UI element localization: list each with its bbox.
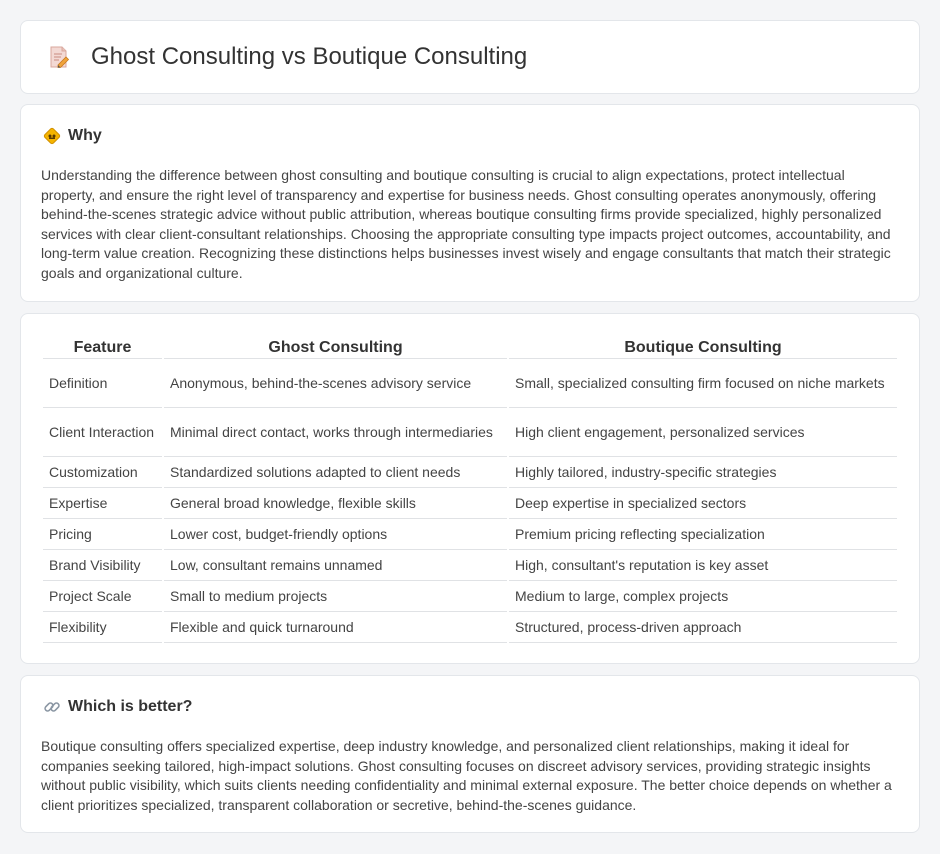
feature-cell: Expertise	[43, 488, 162, 519]
better-paragraph: Boutique consulting offers specialized expertise, deep industry knowledge, and personalized client relationships, making it ideal for companies seeking tailored, high-impact solutions. Ghost consulting focuses on discreet advisory services, providing strategic insights without public visibility, which suits clients needing confidentiality and minimal external exposure. The better choice depends on whether a client prioritizes specialized, transparent collaboration or secretive, behind-the-scenes guidance.	[41, 738, 892, 813]
why-section	[20, 104, 920, 302]
table-row	[43, 612, 897, 643]
header-feature: Feature	[43, 337, 162, 359]
table-header-row	[43, 337, 897, 359]
document-pencil-icon	[47, 45, 71, 69]
boutique-cell: Premium pricing reflecting specialization	[509, 519, 897, 550]
ghost-cell: Small to medium projects	[164, 581, 507, 612]
comparison-section	[20, 313, 920, 664]
boutique-cell: High, consultant's reputation is key asset	[509, 550, 897, 581]
table-row	[43, 457, 897, 488]
table-row	[43, 581, 897, 612]
better-title: Which is better?	[68, 698, 193, 715]
feature-cell: Project Scale	[43, 581, 162, 612]
why-heading	[43, 127, 102, 145]
feature-cell: Pricing	[43, 519, 162, 550]
ghost-cell: General broad knowledge, flexible skills	[164, 488, 507, 519]
boutique-cell: Medium to large, complex projects	[509, 581, 897, 612]
comparison-table	[41, 337, 899, 643]
ghost-cell: Lower cost, budget-friendly options	[164, 519, 507, 550]
feature-cell: Brand Visibility	[43, 550, 162, 581]
table-row	[43, 519, 897, 550]
header-boutique: Boutique Consulting	[509, 337, 897, 359]
header-ghost: Ghost Consulting	[164, 337, 507, 359]
which-better-section	[20, 675, 920, 833]
ghost-cell: Standardized solutions adapted to client needs	[164, 457, 507, 488]
link-icon	[43, 698, 61, 716]
feature-cell: Client Interaction	[43, 408, 162, 457]
table-row	[43, 488, 897, 519]
better-heading	[43, 698, 192, 716]
boutique-cell: Deep expertise in specialized sectors	[509, 488, 897, 519]
feature-cell: Definition	[43, 359, 162, 408]
table-row	[43, 408, 897, 457]
table-row	[43, 359, 897, 408]
boutique-cell: High client engagement, personalized services	[509, 408, 897, 457]
table-row	[43, 550, 897, 581]
diamond-sign-icon	[43, 127, 61, 145]
ghost-cell: Flexible and quick turnaround	[164, 612, 507, 643]
header-card	[20, 20, 920, 94]
boutique-cell: Small, specialized consulting firm focused on niche markets	[509, 359, 897, 408]
ghost-cell: Anonymous, behind-the-scenes advisory service	[164, 359, 507, 408]
boutique-cell: Structured, process-driven approach	[509, 612, 897, 643]
page-title: Ghost Consulting vs Boutique Consulting	[91, 43, 528, 70]
ghost-cell: Low, consultant remains unnamed	[164, 550, 507, 581]
feature-cell: Flexibility	[43, 612, 162, 643]
why-title: Why	[68, 127, 102, 144]
ghost-cell: Minimal direct contact, works through intermediaries	[164, 408, 507, 457]
feature-cell: Customization	[43, 457, 162, 488]
boutique-cell: Highly tailored, industry-specific strategies	[509, 457, 897, 488]
why-paragraph: Understanding the difference between ghost consulting and boutique consulting is crucial to align expectations, protect intellectual property, and ensure the right level of transparency and expertise for business needs. Ghost consulting operates anonymously, offering behind-the-scenes strategic advice without public attribution, whereas boutique consulting firms provide specialized, highly personalized services with clear client-consultant relationships. Choosing the appropriate consulting type impacts project outcomes, accountability, and long-term value creation. Recognizing these distinctions helps businesses invest wisely and engage consultants that match their strategic goals and organizational culture.	[41, 167, 891, 281]
